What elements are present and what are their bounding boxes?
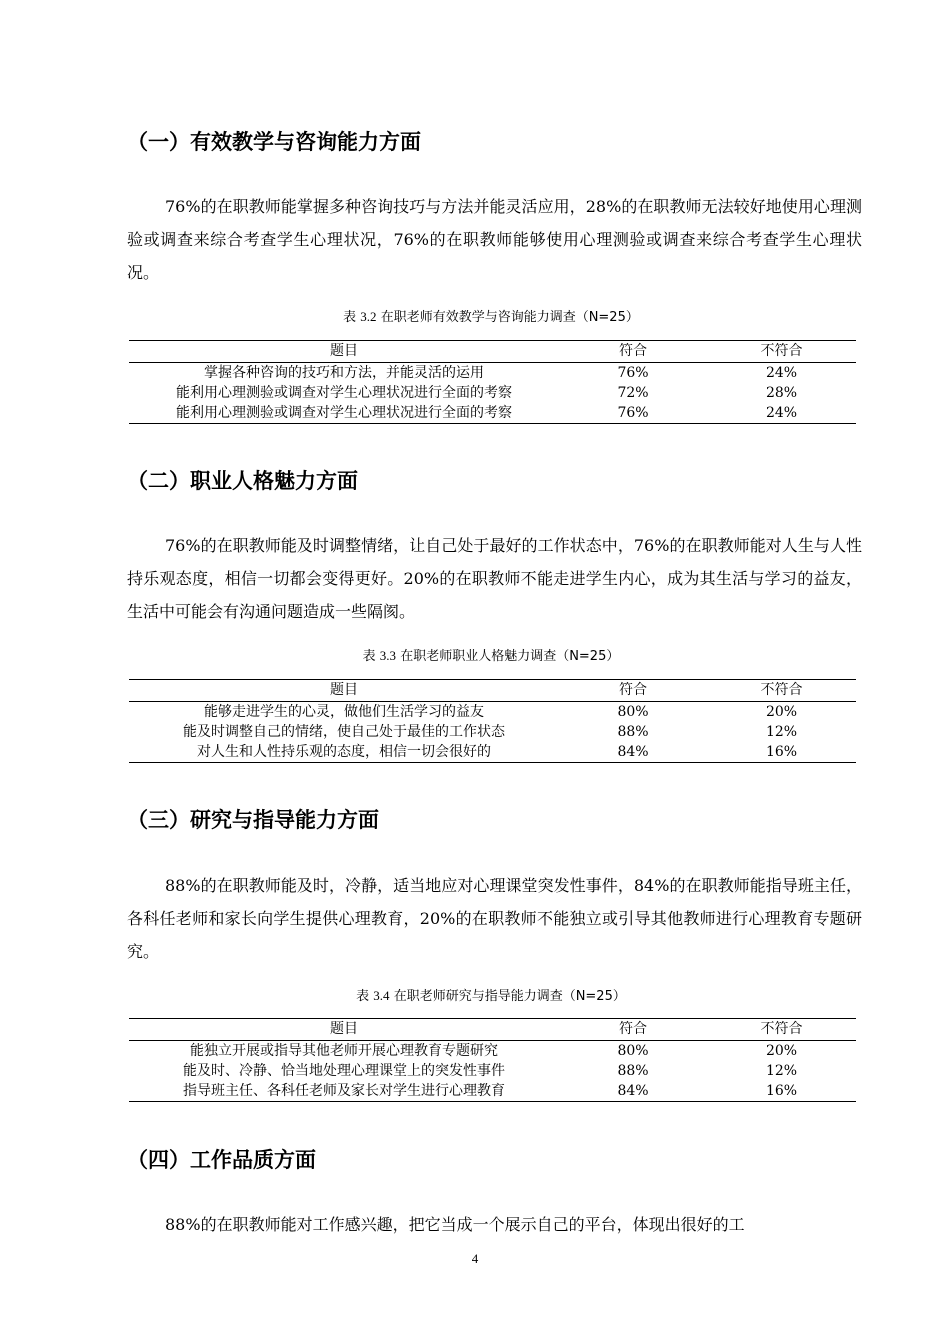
- section-heading: （二）职业人格魅力方面: [127, 469, 358, 493]
- section-paragraph: 88%的在职教师能及时，冷静，适当地应对心理课堂突发性事件，84%的在职教师能指导班主任，各科任老师和家长向学生提供心理教育，20%的在职教师不能独立或引导其他教师进行心理教育专题研究。: [127, 876, 862, 961]
- cell-no: 16%: [707, 742, 856, 763]
- caption-number: 3.3: [379, 648, 397, 663]
- section-paragraph: 88%的在职教师能对工作感兴趣，把它当成一个展示自己的平台，体现出很好的工: [165, 1215, 745, 1234]
- table-row: [129, 383, 856, 403]
- header-no: 不符合: [707, 341, 856, 363]
- table-row: [129, 1081, 856, 1102]
- cell-yes: 88%: [617, 723, 649, 740]
- cell-no: 12%: [765, 723, 798, 740]
- page-number: 4: [471, 1251, 479, 1266]
- caption-label: 表: [343, 310, 357, 325]
- cell-item: 对人生和人性持乐观的态度，相信一切会很好的: [129, 742, 559, 763]
- cell-item: 指导班主任、各科任老师及家长对学生进行心理教育: [129, 1081, 559, 1102]
- header-item: 题目: [129, 680, 559, 702]
- survey-table: [129, 679, 856, 763]
- cell-yes: 76%: [617, 364, 649, 381]
- table-row: [129, 363, 856, 384]
- header-item: 题目: [129, 1019, 559, 1041]
- header-yes: 符合: [559, 1019, 707, 1041]
- section-heading: （一）有效教学与咨询能力方面: [127, 130, 421, 154]
- cell-no: 20%: [765, 1042, 798, 1059]
- cell-yes: 84%: [559, 1081, 707, 1102]
- table-header-row: [129, 341, 856, 363]
- section-heading: （四）工作品质方面: [127, 1148, 316, 1172]
- cell-no: 12%: [765, 1062, 798, 1079]
- caption-number: 3.4: [373, 988, 390, 1003]
- header-item: 题目: [129, 341, 559, 363]
- cell-yes: 76%: [559, 403, 707, 424]
- cell-yes: 84%: [559, 742, 707, 763]
- table-caption: [127, 986, 855, 1007]
- header-no: 不符合: [707, 680, 856, 702]
- table-row: [129, 702, 856, 723]
- cell-no: 24%: [765, 364, 798, 381]
- cell-item: 能利用心理测验或调查对学生心理状况进行全面的考察: [176, 384, 512, 401]
- cell-yes: 80%: [617, 1042, 649, 1059]
- table-row: [129, 403, 856, 424]
- table-row: [129, 1041, 856, 1062]
- table-caption: [127, 307, 855, 328]
- cell-no: 20%: [765, 703, 798, 720]
- section-paragraph: 76%的在职教师能及时调整情绪，让自己处于最好的工作状态中，76%的在职教师能对人生与人性持乐观态度，相信一切都会变得更好。20%的在职教师不能走进学生内心，成为其生活与学习的益友，生活中可能会有沟通问题造成一些隔阂。: [127, 536, 862, 621]
- cell-item: 能及时、冷静、恰当地处理心理课堂上的突发性事件: [183, 1062, 505, 1079]
- caption-title: 在职老师职业人格魅力调查（N=25）: [400, 649, 620, 664]
- cell-item: 能独立开展或指导其他老师开展心理教育专题研究: [190, 1042, 498, 1059]
- caption-label: 表: [356, 989, 370, 1004]
- table-row: [129, 742, 856, 763]
- cell-yes: 80%: [617, 703, 649, 720]
- section-heading: （三）研究与指导能力方面: [127, 808, 379, 832]
- cell-item: 能及时调整自己的情绪，使自己处于最佳的工作状态: [183, 723, 505, 740]
- survey-table: [129, 340, 856, 424]
- cell-yes: 72%: [617, 384, 649, 401]
- cell-no: 24%: [707, 403, 856, 424]
- section-paragraph: 76%的在职教师能掌握多种咨询技巧与方法并能灵活应用，28%的在职教师无法较好地使用心理测验或调查来综合考查学生心理状况，76%的在职教师能够使用心理测验或调查来综合考查学生心理状况。: [127, 197, 862, 282]
- cell-no: 16%: [707, 1081, 856, 1102]
- table-row: [129, 1061, 856, 1081]
- header-no: 不符合: [707, 1019, 856, 1041]
- caption-label: 表: [362, 649, 376, 664]
- survey-table: [129, 1018, 856, 1102]
- header-yes: 符合: [559, 680, 707, 702]
- header-yes: 符合: [559, 341, 707, 363]
- cell-yes: 88%: [617, 1062, 649, 1079]
- table-caption: [127, 646, 855, 667]
- cell-item: 掌握各种咨询的技巧和方法，并能灵活的运用: [204, 364, 484, 381]
- table-header-row: [129, 680, 856, 702]
- cell-item: 能够走进学生的心灵，做他们生活学习的益友: [204, 703, 484, 720]
- cell-no: 28%: [765, 384, 798, 401]
- table-header-row: [129, 1019, 856, 1041]
- caption-title: 在职老师研究与指导能力调查（N=25）: [393, 989, 626, 1004]
- caption-title: 在职老师有效教学与咨询能力调查（N=25）: [380, 310, 639, 325]
- caption-number: 3.2: [360, 309, 377, 324]
- table-row: [129, 722, 856, 742]
- cell-item: 能利用心理测验或调查对学生心理状况进行全面的考察: [129, 403, 559, 424]
